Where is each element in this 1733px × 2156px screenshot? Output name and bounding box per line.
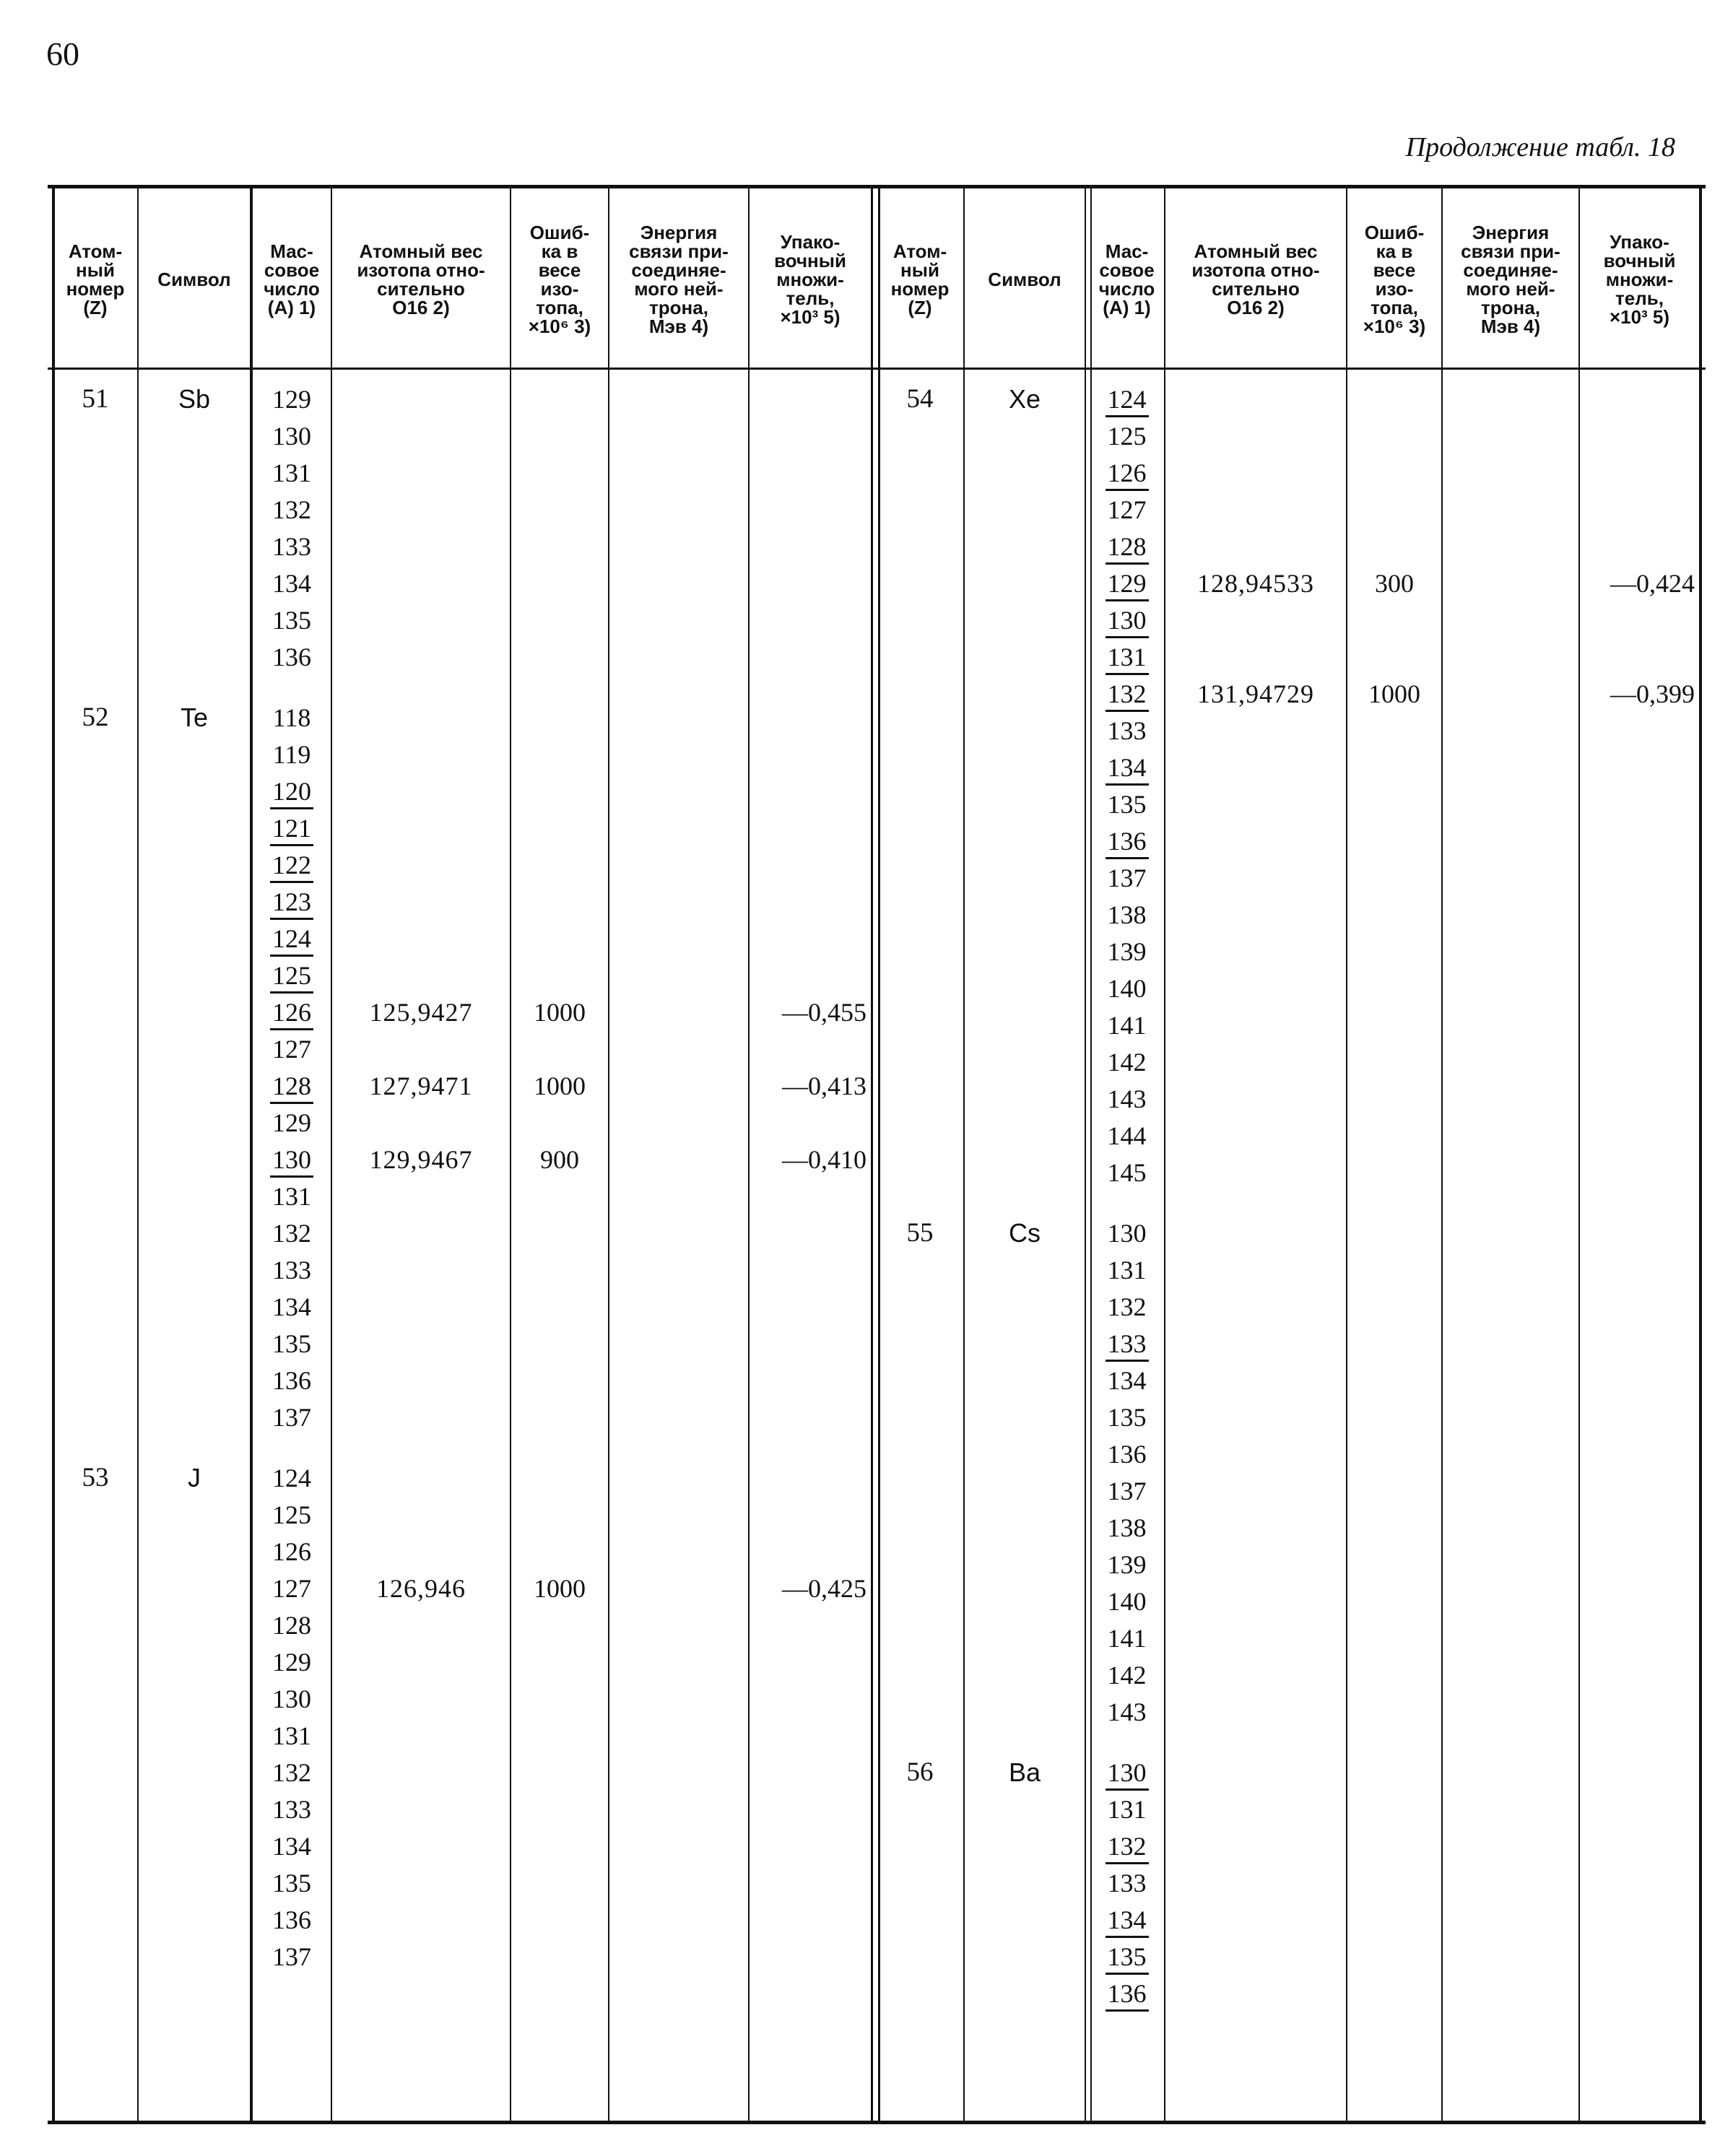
mass-number: 131 xyxy=(1107,1256,1147,1285)
column-rule xyxy=(1699,188,1702,2121)
mass-number: 130 xyxy=(272,422,311,451)
mass-number: 135 xyxy=(1107,1403,1147,1432)
mass-number: 130 xyxy=(253,1142,331,1177)
column-rule-double xyxy=(871,188,880,2121)
atomic-weight: 129,9467 xyxy=(369,1145,473,1174)
header-atomic-weight: Атомный вес изотопа отно- сительно O16 2) xyxy=(357,240,485,318)
mass-number: 133 xyxy=(1107,1869,1147,1898)
mass-number: 141 xyxy=(1107,1011,1147,1040)
mass-number: 136 xyxy=(1090,824,1164,859)
column-rule xyxy=(52,188,55,2121)
mass-number: 128 xyxy=(1090,529,1164,564)
packing-fraction: —0,399 xyxy=(1610,679,1695,708)
packing-fraction: —0,410 xyxy=(782,1145,866,1174)
mass-number: 127 xyxy=(272,1035,311,1064)
atomic-weight: 128,94533 xyxy=(1197,569,1314,598)
mass-number: 132 xyxy=(1107,1292,1147,1321)
mass-number: 125 xyxy=(1107,422,1147,451)
isotope-table xyxy=(48,185,1706,2124)
mass-number: 139 xyxy=(1107,1550,1147,1579)
mass-number: 136 xyxy=(1090,1976,1164,2011)
mass-number: 130 xyxy=(1090,603,1164,638)
mass-number: 131 xyxy=(272,1182,311,1211)
mass-number: 129 xyxy=(1090,566,1164,601)
mass-number: 137 xyxy=(1107,864,1147,892)
column-rule xyxy=(1346,188,1347,2121)
mass-number: 135 xyxy=(272,1329,311,1358)
header-binding-energy: Энергия связи при- соединяе- мого ней- трона, Мэв 4) xyxy=(629,222,729,337)
column-rule xyxy=(963,188,965,2121)
mass-number: 138 xyxy=(1107,900,1147,929)
mass-number: 134 xyxy=(272,569,311,598)
mass-number: 137 xyxy=(272,1403,311,1432)
table-caption: Продолжение табл. 18 xyxy=(1405,132,1675,162)
mass-number: 140 xyxy=(1107,1587,1147,1616)
atomic-number: 52 xyxy=(82,703,109,732)
weight-error: 900 xyxy=(540,1145,579,1174)
header-symbol: Символ xyxy=(988,269,1061,290)
mass-number: 131 xyxy=(272,1721,311,1750)
mass-number: 140 xyxy=(1107,974,1147,1003)
element-symbol: J xyxy=(188,1463,201,1492)
mass-number: 145 xyxy=(1107,1158,1147,1187)
mass-number: 124 xyxy=(253,921,331,956)
mass-number: 137 xyxy=(1107,1477,1147,1505)
header-mass-number: Мас- совое число (A) 1) xyxy=(1098,240,1155,318)
mass-number: 133 xyxy=(272,532,311,561)
mass-number: 130 xyxy=(1090,1755,1164,1790)
header-error: Ошиб- ка в весе изо- топа, ×10⁶ 3) xyxy=(1363,222,1426,337)
weight-error: 1000 xyxy=(534,1574,586,1603)
header-atomic-weight: Атомный вес изотопа отно- сительно O16 2) xyxy=(1191,240,1320,318)
mass-number: 139 xyxy=(1107,937,1147,966)
mass-number: 125 xyxy=(253,958,331,993)
mass-number: 131 xyxy=(1090,640,1164,674)
mass-number: 132 xyxy=(272,1219,311,1248)
atomic-number: 56 xyxy=(906,1757,934,1787)
mass-number: 126 xyxy=(253,995,331,1030)
packing-fraction: —0,413 xyxy=(782,1072,866,1100)
element-symbol: Ba xyxy=(1008,1757,1041,1787)
mass-number: 121 xyxy=(253,811,331,846)
weight-error: 1000 xyxy=(534,1072,586,1100)
mass-number: 133 xyxy=(272,1795,311,1824)
column-rule xyxy=(608,188,609,2121)
header-error: Ошиб- ка в весе изо- топа, ×10⁶ 3) xyxy=(528,222,591,337)
atomic-number: 55 xyxy=(906,1218,934,1248)
mass-number: 130 xyxy=(1107,1219,1147,1248)
mass-number: 128 xyxy=(253,1069,331,1103)
mass-number: 134 xyxy=(1090,1903,1164,1937)
element-symbol: Te xyxy=(180,703,209,732)
packing-fraction: —0,455 xyxy=(782,998,866,1027)
mass-number: 129 xyxy=(272,1108,311,1137)
mass-number: 124 xyxy=(1090,382,1164,417)
mass-number: 131 xyxy=(272,458,311,487)
mass-number: 129 xyxy=(272,385,311,414)
mass-number: 122 xyxy=(253,848,331,882)
mass-number: 130 xyxy=(272,1685,311,1713)
atomic-weight: 127,9471 xyxy=(369,1072,473,1100)
column-rule xyxy=(1164,188,1165,2121)
mass-number: 119 xyxy=(272,740,311,769)
element-symbol: Xe xyxy=(1008,384,1041,414)
mass-number: 143 xyxy=(1107,1698,1147,1726)
atomic-number: 53 xyxy=(82,1463,109,1492)
mass-number: 136 xyxy=(272,1366,311,1395)
mass-number: 125 xyxy=(272,1500,311,1529)
atomic-weight: 131,94729 xyxy=(1197,679,1314,708)
weight-error: 1000 xyxy=(534,998,586,1027)
mass-number: 127 xyxy=(1107,495,1147,524)
mass-number: 134 xyxy=(1107,1366,1147,1395)
mass-number: 133 xyxy=(1090,1326,1164,1361)
mass-number: 132 xyxy=(272,495,311,524)
mass-number: 138 xyxy=(1107,1513,1147,1542)
atomic-number: 51 xyxy=(82,384,109,414)
header-atomic-number: Атом- ный номер (Z) xyxy=(890,240,950,318)
mass-number: 124 xyxy=(272,1464,311,1492)
mass-number: 136 xyxy=(272,643,311,671)
mass-number: 118 xyxy=(272,703,311,732)
header-atomic-number: Атом- ный номер (Z) xyxy=(66,240,125,318)
mass-number: 133 xyxy=(1107,716,1147,745)
mass-number: 132 xyxy=(1090,677,1164,711)
mass-number: 123 xyxy=(253,884,331,919)
header-binding-energy: Энергия связи при- соединяе- мого ней- трона, Мэв 4) xyxy=(1461,222,1560,337)
mass-number: 141 xyxy=(1107,1624,1147,1653)
mass-number: 126 xyxy=(272,1537,311,1566)
mass-number: 133 xyxy=(272,1256,311,1285)
mass-number: 142 xyxy=(1107,1661,1147,1690)
atomic-number: 54 xyxy=(906,384,934,414)
mass-number: 137 xyxy=(272,1942,311,1971)
column-rule xyxy=(1578,188,1580,2121)
header-symbol: Символ xyxy=(157,269,231,290)
atomic-weight: 125,9427 xyxy=(369,998,473,1027)
mass-number: 135 xyxy=(1090,1939,1164,1974)
mass-number: 135 xyxy=(1107,790,1147,819)
mass-number: 126 xyxy=(1090,456,1164,490)
mass-number: 136 xyxy=(272,1905,311,1934)
weight-error: 300 xyxy=(1375,569,1414,598)
header-mass-number: Мас- совое число (A) 1) xyxy=(264,240,320,318)
element-symbol: Sb xyxy=(178,384,211,414)
mass-number: 132 xyxy=(1090,1829,1164,1864)
mass-number: 120 xyxy=(253,774,331,809)
header-rule xyxy=(48,368,1706,370)
mass-number: 132 xyxy=(272,1758,311,1787)
mass-number: 134 xyxy=(272,1292,311,1321)
mass-number: 131 xyxy=(1107,1795,1147,1824)
weight-error: 1000 xyxy=(1368,679,1420,708)
column-rule xyxy=(137,188,139,2121)
mass-number: 136 xyxy=(1107,1440,1147,1469)
page-number: 60 xyxy=(46,35,79,72)
element-symbol: Cs xyxy=(1009,1218,1041,1248)
column-rule xyxy=(1441,188,1443,2121)
mass-number: 142 xyxy=(1107,1048,1147,1077)
packing-fraction: —0,424 xyxy=(1610,569,1695,598)
mass-number: 127 xyxy=(272,1574,311,1603)
mass-number: 129 xyxy=(272,1648,311,1677)
header-packing-fraction: Упако- вочный множи- тель, ×10³ 5) xyxy=(1603,231,1676,328)
mass-number: 128 xyxy=(272,1611,311,1640)
mass-number: 135 xyxy=(272,1869,311,1898)
mass-number: 134 xyxy=(272,1832,311,1861)
mass-number: 143 xyxy=(1107,1084,1147,1113)
header-packing-fraction: Упако- вочный множи- тель, ×10³ 5) xyxy=(774,231,846,328)
mass-number: 134 xyxy=(1090,750,1164,785)
mass-number: 135 xyxy=(272,606,311,635)
packing-fraction: —0,425 xyxy=(782,1574,866,1603)
mass-number: 144 xyxy=(1107,1121,1147,1150)
atomic-weight: 126,946 xyxy=(376,1574,466,1603)
